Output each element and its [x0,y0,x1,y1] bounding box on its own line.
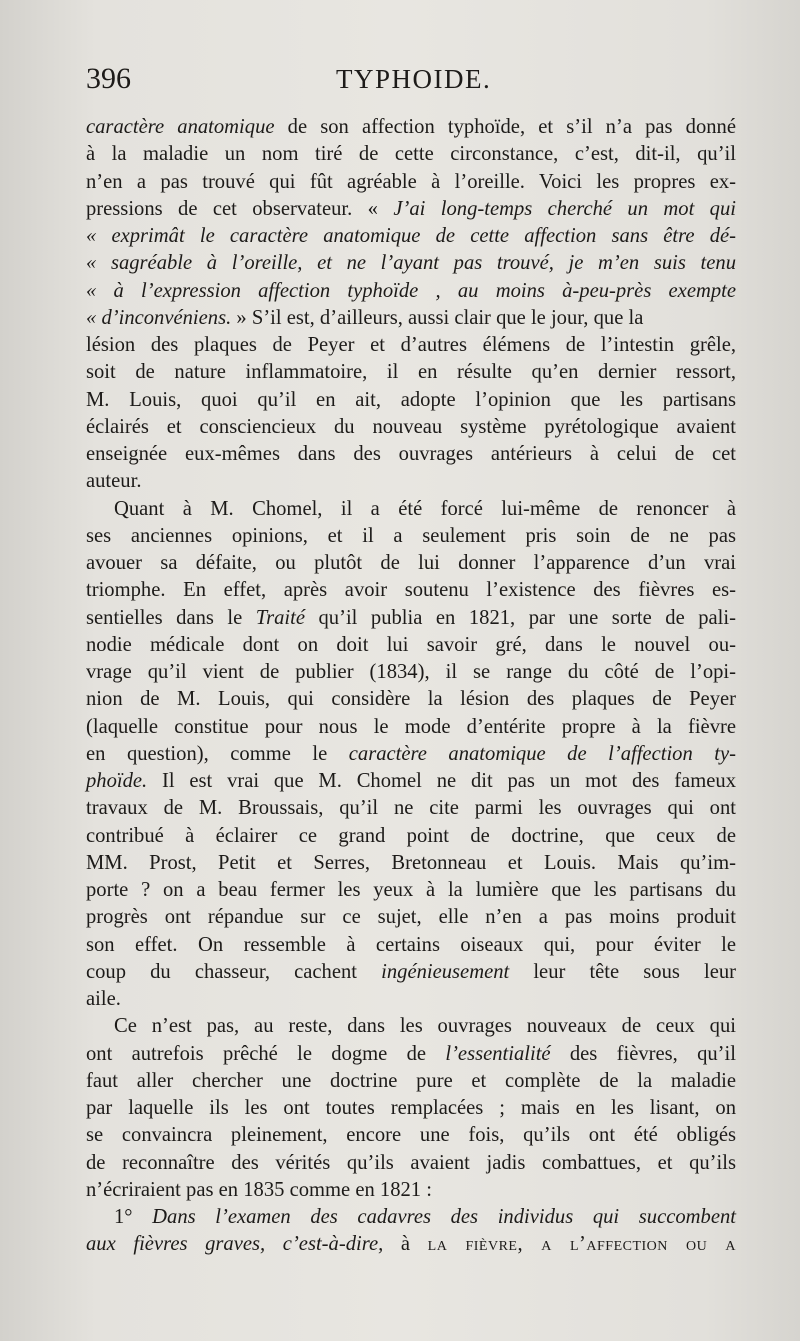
text-segment: aux fièvres graves, c’est-à-dire, [86,1233,384,1256]
text-segment: lésion des plaques de Peyer et d’autres élémens de l’intestin grêle, [86,334,736,356]
text-segment: soit de nature inflammatoire, il en résulte qu’en dernier ressort, [86,361,736,384]
text-line [86,686,736,713]
text-segment: son effet. On ressemble à certains oiseaux qui, pour éviter le [86,933,736,956]
text-line [86,959,736,986]
text-line [86,550,736,577]
text-line [86,605,736,632]
text-line [86,114,736,141]
text-segment: de son affection typhoïde, et s’il n’a pas donné [274,116,736,138]
text-segment: nodie médicale dont on doit lui savoir gré, dans le nouvel ou- [86,633,736,656]
text-segment: sentielles dans le [86,606,256,629]
body-text [86,114,736,1259]
text-line [86,850,736,877]
text-segment: des fièvres, qu’il [550,1042,736,1065]
text-line [86,305,736,332]
text-segment: à [383,1233,428,1256]
text-line [86,332,736,359]
text-line [86,1068,736,1095]
text-segment: caractère anatomique de l’affection ty- [348,742,736,765]
text-segment: MM. Prost, Petit et Serres, Bretonneau et Louis. Mais qu’im- [86,851,736,874]
text-line [86,877,736,904]
text-line [86,169,736,196]
text-segment: « sagréable à l’oreille, et ne l’ayant pas trouvé, je m’en suis tenu [86,252,736,275]
text-segment: la fièvre, a l’affection ou a [427,1233,736,1256]
text-segment: qu’il publia en 1821, par une sorte de pali- [305,606,736,629]
text-segment: n’en a pas trouvé qui fût agréable à l’oreille. Voici les propres ex- [86,170,736,193]
text-line [86,1013,736,1040]
page-number: 396 [86,62,131,95]
text-line [86,632,736,659]
text-segment: « d’inconvéniens. [86,306,232,329]
text-segment: aile. [86,988,121,1010]
text-segment: Quant à M. Chomel, il a été forcé lui-même de renoncer à [114,497,736,520]
text-segment: » S’il est, d’ailleurs, aussi clair que le jour, que la [231,306,644,329]
text-line [86,659,736,686]
text-line [86,932,736,959]
text-segment: ingénieusement [381,960,510,983]
text-segment: « exprimât le caractère anatomique de cette affection sans être dé- [86,225,736,247]
text-segment: enseignée eux-mêmes dans des ouvrages antérieurs à celui de cet [86,443,736,465]
text-segment: « à l’expression affection typhoïde , au moins à-peu-près exempte [86,279,736,302]
text-segment: se convaincra pleinement, encore une fois, qu’ils ont été obligés [86,1124,736,1147]
text-line [86,795,736,822]
text-segment: porte ? on a beau fermer les yeux à la lumière que les partisans du [86,879,736,901]
text-line [86,278,736,305]
text-segment: Dans l’examen des cadavres des individus qui succombent [152,1206,736,1228]
text-segment: travaux de M. Broussais, qu’il ne cite parmi les ouvrages qui ont [86,797,736,820]
text-segment: à la maladie un nom tiré de cette circonstance, c’est, dit-il, qu’il [86,143,736,166]
text-segment: auteur. [86,470,142,493]
text-segment: par laquelle ils les ont toutes remplacées ; mais en les lisant, on [86,1097,736,1119]
text-segment: phoïde. [86,770,148,792]
text-segment: caractère anatomique [86,116,275,138]
text-segment: contribué à éclairer ce grand point de doctrine, que ceux de [86,824,736,847]
text-line [86,1041,736,1068]
text-line [86,714,736,741]
text-line [86,986,736,1013]
text-line [86,387,736,414]
text-line [86,1122,736,1149]
text-segment: 1° [114,1206,153,1228]
text-segment: progrès ont répandue sur ce sujet, elle n’en a pas moins produit [86,906,736,929]
text-line [86,468,736,495]
text-line [86,741,736,768]
text-line [86,1231,736,1258]
text-segment: en question), comme le [86,742,349,765]
text-line [86,359,736,386]
text-line [86,768,736,795]
text-segment: Ce n’est pas, au reste, dans les ouvrages nouveaux de ceux qui [114,1015,736,1038]
text-segment: vrage qu’il vient de publier (1834), il se range du côté de l’opi- [86,661,736,683]
text-line [86,250,736,277]
text-segment: M. Louis, quoi qu’il en ait, adopte l’opinion que les partisans [86,388,736,411]
text-line [86,1150,736,1177]
page-header [86,62,736,102]
text-segment: n’écriraient pas en 1835 comme en 1821 : [86,1178,432,1201]
text-segment: triomphe. En effet, après avoir soutenu l’existence des fièvres es- [86,579,736,602]
text-line [86,496,736,523]
text-line [86,414,736,441]
text-segment: nion de M. Louis, qui considère la lésion des plaques de Peyer [86,688,736,711]
text-segment: pressions de cet observateur. « [86,197,394,220]
text-segment: éclairés et consciencieux du nouveau système pyrétologique avaient [86,415,736,438]
text-segment: ses anciennes opinions, et il a seulement pris soin de ne pas [86,524,736,547]
text-segment: de reconnaître des vérités qu’ils avaient jadis combattues, et qu’ils [86,1151,736,1174]
text-segment: Traité [255,606,305,629]
text-segment: faut aller chercher une doctrine pure et complète de la maladie [86,1069,736,1092]
text-line [86,823,736,850]
text-line [86,1177,736,1204]
text-line [86,577,736,604]
text-line [86,523,736,550]
text-line [86,141,736,168]
text-line [86,441,736,468]
text-line [86,1095,736,1122]
text-segment: l’essentialité [445,1042,551,1065]
text-line [86,904,736,931]
text-segment: avouer sa défaite, ou plutôt de lui donner l’apparence d’un vrai [86,552,736,574]
text-segment: (laquelle constitue pour nous le mode d’entérite propre à la fièvre [86,715,736,738]
text-segment: Il est vrai que M. Chomel ne dit pas un mot des fameux [147,770,736,792]
text-line [86,1204,736,1231]
text-segment: J’ai long-temps cherché un mot qui [393,197,736,220]
text-segment: coup du chasseur, cachent [86,960,382,983]
text-segment: leur tête sous leur [509,960,736,983]
text-line [86,196,736,223]
text-line [86,223,736,250]
text-segment: ont autrefois prêché le dogme de [86,1042,446,1065]
running-title: TYPHOIDE. [336,64,492,94]
